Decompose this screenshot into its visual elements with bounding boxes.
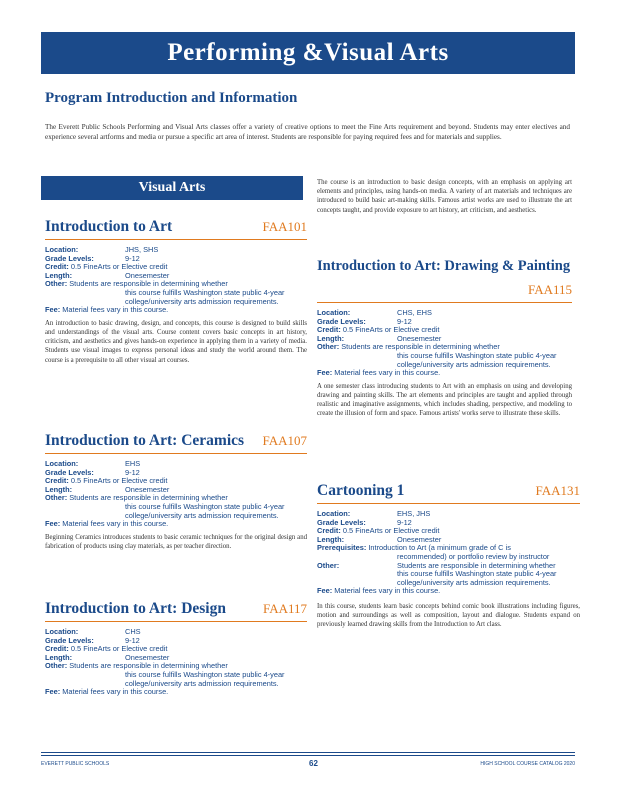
course-title: Introduction to Art <box>45 218 173 235</box>
location-label: Location: <box>45 627 79 636</box>
course-intro-art <box>45 218 307 365</box>
divider <box>317 302 572 303</box>
location-label: Location: <box>317 308 351 317</box>
fee-value: Material fees vary in this course. <box>334 586 441 596</box>
fee-value: Material fees vary in this course. <box>62 687 169 697</box>
credit-value: 0.5 FineArts or Elective credit <box>342 526 440 536</box>
other-value-cont: this course fulfills Washington state public 4-year college/university arts admission requirements. <box>397 569 557 587</box>
course-description-design: The course is an introduction to basic design concepts, with an emphasis on applying art elements and principles, using hands-on media. A variety of art materials and techniques are introduced to build basic art-making skills. Famous artist works are used to illustrate the art concepts taught, and provide exposure to art history, art criticism, and aesthetics. <box>317 179 572 214</box>
other-label: Other: <box>45 661 68 671</box>
visual-arts-section-bar: Visual Arts <box>41 176 303 200</box>
course-code: FAA115 <box>527 282 572 297</box>
footer-right: HIGH SCHOOL COURSE CATALOG 2020 <box>480 761 575 767</box>
credit-value: 0.5 FineArts or Elective credit <box>70 476 168 486</box>
location-label: Location: <box>45 245 79 254</box>
course-code: FAA101 <box>262 219 307 234</box>
divider <box>45 621 307 622</box>
length-label: Length: <box>317 333 345 343</box>
grade-label: Grade Levels: <box>317 316 366 326</box>
credit-label: Credit: <box>317 526 341 536</box>
credit-label: Credit: <box>45 262 69 272</box>
other-value-cont: this course fulfills Washington state public 4-year college/university arts admission requirements. <box>125 669 285 688</box>
length-value: Onesemester <box>397 534 442 544</box>
course-description: A one semester class introducing students to Art with an emphasis on using and developing drawing and painting skills. The art elements and principles are taught and applied through realistic and imaginative assignments, which includes shading, perspective, and modeling to create the illusion of form and space. Famous artists' works serve to illustrate these skills. <box>317 382 572 418</box>
fee-value: Material fees vary in this course. <box>62 519 169 529</box>
grade-label: Grade Levels: <box>45 253 94 263</box>
location-label: Location: <box>45 459 79 468</box>
grade-value: 9-12 <box>125 635 140 645</box>
other-label: Other: <box>45 279 68 289</box>
other-value: Students are responsible in determining whether <box>397 560 556 570</box>
page-banner: Performing &Visual Arts <box>41 32 575 74</box>
divider <box>45 453 307 454</box>
length-value: Onesemester <box>397 333 442 343</box>
credit-label: Credit: <box>45 644 69 654</box>
fee-value: Material fees vary in this course. <box>62 305 169 315</box>
other-value-cont: this course fulfills Washington state public 4-year college/university arts admission requirements. <box>125 501 285 520</box>
fee-label: Fee: <box>317 586 333 596</box>
page-number: 62 <box>309 759 318 768</box>
credit-value: 0.5 FineArts or Elective credit <box>342 325 440 335</box>
course-cartooning <box>317 482 580 630</box>
other-value-cont: this course fulfills Washington state public 4-year college/university arts admission requirements. <box>125 287 285 306</box>
course-details <box>45 246 307 315</box>
credit-label: Credit: <box>317 325 341 335</box>
credit-label: Credit: <box>45 476 69 486</box>
other-value-cont: this course fulfills Washington state public 4-year college/university arts admission requirements. <box>397 350 557 369</box>
course-design <box>45 600 307 697</box>
location-value: EHS <box>125 459 141 468</box>
other-label: Other: <box>45 493 68 503</box>
length-label: Length: <box>45 270 73 280</box>
program-intro-text: The Everett Public Schools Performing and Visual Arts classes offer a variety of creative options to meet the Fine Arts requirement and beyond. Students may enter electives and experience several artforms and media or pursue a specific art area of interest. Students are responsible for paying required fees and for materials and supplies. <box>45 123 570 141</box>
course-code: FAA107 <box>262 433 307 448</box>
grade-label: Grade Levels: <box>45 635 94 645</box>
prereq-label: Prerequisites: <box>317 543 367 553</box>
length-value: Onesemester <box>125 484 170 494</box>
fee-label: Fee: <box>317 368 333 378</box>
course-description: Beginning Ceramics introduces students to basic ceramic techniques for the original design and fabrication of products using clay materials, as per teacher direction. <box>45 533 307 550</box>
course-title: Introduction to Art: Drawing & Painting <box>317 258 571 274</box>
course-code: FAA117 <box>262 601 307 616</box>
prereq-value: Introduction to Art (a minimum grade of C is <box>368 543 511 553</box>
other-value: Students are responsible in determining whether <box>341 342 500 352</box>
footer-rule <box>41 755 575 756</box>
grade-value: 9-12 <box>397 517 412 527</box>
course-drawing-painting <box>317 258 572 419</box>
location-value: CHS, EHS <box>397 308 432 317</box>
location-value: CHS <box>125 627 141 636</box>
footer-left: EVERETT PUBLIC SCHOOLS <box>41 761 110 767</box>
prereq-value-cont: recommended) or portfolio review by instructor <box>397 551 550 561</box>
program-intro-heading: Program Introduction and Information <box>45 90 298 106</box>
length-label: Length: <box>45 652 73 662</box>
grade-label: Grade Levels: <box>45 467 94 477</box>
course-description: In this course, students learn basic concepts behind comic book illustrations including figures, motion and surroundings as well as composition, layout and dialogue. Students expand on previously learned drawing skills from the Introduction to Art class. <box>317 602 580 629</box>
course-details <box>45 460 307 529</box>
course-details <box>317 510 580 596</box>
course-code: FAA131 <box>535 483 580 498</box>
other-value: Students are responsible in determining whether <box>69 279 228 289</box>
length-label: Length: <box>45 484 73 494</box>
location-value: JHS, SHS <box>125 245 159 254</box>
course-title: Introduction to Art: Ceramics <box>45 432 245 449</box>
other-value: Students are responsible in determining whether <box>69 493 228 503</box>
other-label: Other: <box>317 342 340 352</box>
credit-value: 0.5 FineArts or Elective credit <box>70 262 168 272</box>
fee-label: Fee: <box>45 687 61 697</box>
footer-rule <box>41 752 575 753</box>
fee-label: Fee: <box>45 519 61 529</box>
other-label: Other: <box>317 560 340 570</box>
grade-value: 9-12 <box>125 467 140 477</box>
other-value: Students are responsible in determining whether <box>69 661 228 671</box>
grade-value: 9-12 <box>125 253 140 263</box>
credit-value: 0.5 FineArts or Elective credit <box>70 644 168 654</box>
course-description: An introduction to basic drawing, design, and concepts, this course is designed to build skills and understandings of the visual arts. Course content covers basic concepts in art history, criticism, and aesthetics and gives hands-on experience in applying them in a variety of media. Students use visual images to express personal ideas and study the world around them. The course is a prerequisite to all other visual art courses. <box>45 319 307 364</box>
location-label: Location: <box>317 509 351 518</box>
location-value: EHS, JHS <box>397 509 431 518</box>
course-title: Cartooning 1 <box>317 482 405 499</box>
course-ceramics <box>45 432 307 551</box>
divider <box>317 503 580 504</box>
length-value: Onesemester <box>125 652 170 662</box>
length-value: Onesemester <box>125 270 170 280</box>
course-details <box>45 628 307 697</box>
fee-value: Material fees vary in this course. <box>334 368 441 378</box>
divider <box>45 239 307 240</box>
grade-value: 9-12 <box>397 316 412 326</box>
length-label: Length: <box>317 534 345 544</box>
fee-label: Fee: <box>45 305 61 315</box>
grade-label: Grade Levels: <box>317 517 366 527</box>
course-details <box>317 309 572 378</box>
course-title: Introduction to Art: Design <box>45 600 226 617</box>
